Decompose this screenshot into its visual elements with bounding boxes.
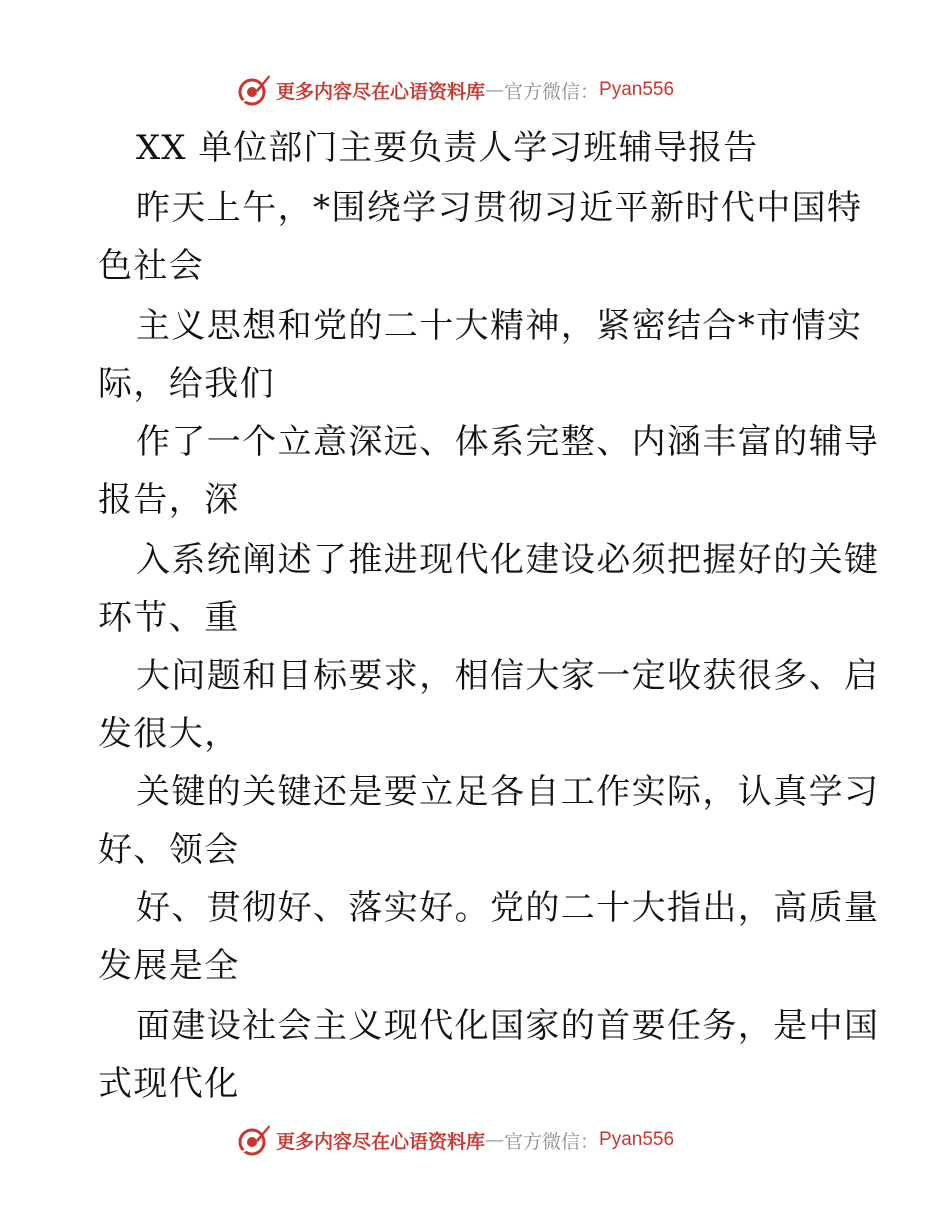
paragraph-line: 际，给我们: [98, 364, 275, 404]
watermark-wechat-id: Pyan556: [599, 79, 675, 100]
paragraph-line: 好、贯彻好、落实好。党的二十大指出，高质量: [136, 888, 880, 928]
paragraph-line: 发很大，: [98, 714, 240, 754]
paragraph-line: 好、领会: [98, 830, 240, 870]
quill-pen-logo-icon: [236, 72, 272, 108]
paragraph-line: 发展是全: [98, 946, 240, 986]
paragraph-line: 报告，深: [98, 480, 240, 520]
watermark-dash: —: [485, 1129, 505, 1151]
watermark-official-label: 官方微信：: [504, 1130, 600, 1153]
paragraph-line: 昨天上午，*围绕学习贯彻习近平新时代中国特: [136, 188, 863, 228]
quill-pen-logo-icon: [236, 1122, 272, 1158]
watermark-dash: —: [485, 79, 505, 101]
paragraph-line: 面建设社会主义现代化国家的首要任务，是中国: [136, 1006, 880, 1046]
paragraph-line: 环节、重: [98, 598, 240, 638]
watermark-brand-text: 更多内容尽在心语资料库: [276, 80, 486, 103]
paragraph-line: 大问题和目标要求，相信大家一定收获很多、启: [136, 656, 880, 696]
footer-watermark: [236, 1122, 674, 1158]
document-title: XX 单位部门主要负责人学习班辅导报告: [136, 128, 759, 168]
paragraph-line: 作了一个立意深远、体系完整、内涵丰富的辅导: [136, 422, 880, 462]
paragraph-line: 主义思想和党的二十大精神，紧密结合*市情实: [136, 306, 863, 346]
watermark-official-label: 官方微信：: [504, 80, 600, 103]
paragraph-line: 色社会: [98, 246, 205, 286]
paragraph-line: 式现代化: [98, 1064, 240, 1104]
header-watermark: [236, 72, 674, 108]
watermark-wechat-id: Pyan556: [599, 1129, 675, 1150]
watermark-brand-text: 更多内容尽在心语资料库: [276, 1130, 486, 1153]
paragraph-line: 关键的关键还是要立足各自工作实际，认真学习: [136, 772, 880, 812]
paragraph-line: 入系统阐述了推进现代化建设必须把握好的关键: [136, 540, 880, 580]
